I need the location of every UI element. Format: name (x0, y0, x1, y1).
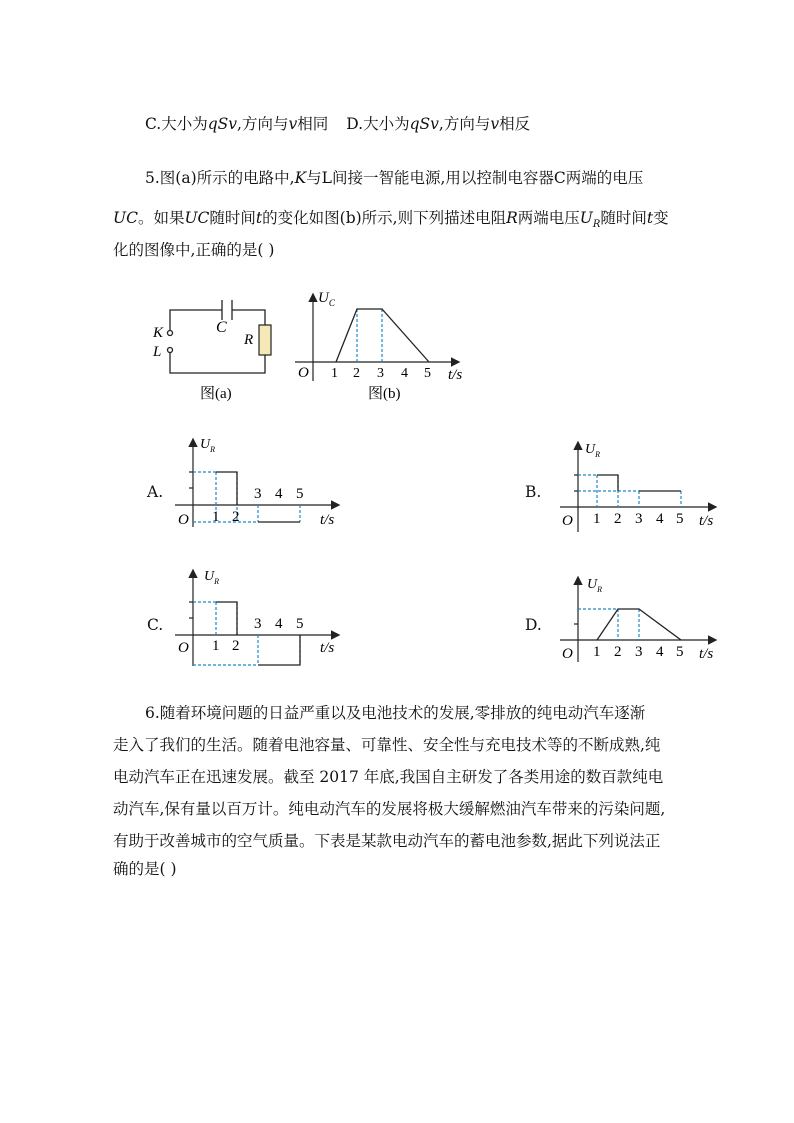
option-b-ylabel: $U_R$ (585, 442, 601, 459)
circuit-diagram (140, 285, 290, 405)
q6-line-4: 动汽车,保有量以百万计。纯电动汽车的发展将极大缓解燃油汽车带来的污染问题, (113, 800, 666, 818)
resistor (259, 325, 271, 355)
option-d-dashes (578, 609, 639, 640)
option-a-dashes (193, 472, 300, 522)
option-b-tick-1: 1 (593, 511, 601, 527)
option-c-pulse-neg (258, 635, 300, 665)
option-d-letter[interactable]: D. (525, 616, 542, 634)
option-b-tick-2: 2 (614, 511, 622, 527)
graph-b-dashes (357, 309, 382, 362)
option-a-tick-3: 3 (254, 486, 262, 502)
label-c: C (216, 319, 227, 336)
q6-line-6: 确的是( ) (113, 860, 177, 878)
terminal-l (168, 348, 173, 353)
option-c-graph (170, 566, 350, 676)
option-d-xlabel: t/s (699, 646, 714, 662)
option-b-tick-5: 5 (676, 511, 684, 527)
option-b-xlabel: t/s (699, 513, 714, 529)
graph-b-tick-1: 1 (331, 366, 338, 381)
caption-b: 图(b) (368, 386, 401, 402)
graph-b (290, 285, 480, 405)
q5-line-3: 化的图像中,正确的是( ) (113, 241, 275, 259)
option-b-tick-4: 4 (656, 511, 664, 527)
option-d-ylabel: $U_R$ (587, 577, 603, 594)
option-d-tick-1: 1 (593, 644, 601, 660)
option-c-tick-1: 1 (212, 638, 220, 654)
option-d-tick-3: 3 (635, 644, 643, 660)
option-b-letter[interactable]: B. (525, 483, 542, 501)
option-c-ylabel: $U_R$ (204, 569, 220, 586)
option-b-step-high (597, 475, 618, 491)
q5-line-1: 5.图(a)所示的电路中,K与L间接一智能电源,用以控制电容器C两端的电压 (145, 169, 644, 187)
caption-a: 图(a) (200, 386, 232, 402)
option-d-tick-2: 2 (614, 644, 622, 660)
graph-b-tick-4: 4 (401, 366, 408, 381)
graph-b-tick-3: 3 (377, 366, 384, 381)
option-b-tick-3: 3 (635, 511, 643, 527)
option-a-xlabel: t/s (320, 512, 335, 528)
option-c-dashes (193, 602, 300, 665)
option-c-origin: O (178, 640, 189, 656)
option-b-graph (555, 437, 735, 537)
graph-b-xlabel: t/s (448, 367, 463, 383)
option-c-xlabel: t/s (320, 640, 335, 656)
option-d-tick-4: 4 (656, 644, 664, 660)
option-a-tick-4: 4 (275, 486, 283, 502)
option-a-tick-5: 5 (296, 486, 304, 502)
option-a-ylabel: $U_R$ (200, 437, 216, 454)
q5-line-2: UC。如果UC随时间t的变化如图(b)所示,则下列描述电阻R两端电压$U_R$随时间t变 (113, 209, 669, 231)
label-r: R (244, 332, 254, 348)
option-d-origin: O (562, 646, 573, 662)
option-a-pulse-pos (216, 472, 237, 505)
option-a-tick-1: 1 (212, 509, 220, 525)
option-a-tick-2: 2 (232, 509, 240, 525)
wire-top-left (170, 310, 222, 331)
q6-line-2: 走入了我们的生活。随着电池容量、可靠性、安全性与充电技术等的不断成熟,纯 (113, 736, 661, 754)
q6-line-5: 有助于改善城市的空气质量。下表是某款电动汽车的蓄电池参数,据此下列说法正 (113, 832, 661, 850)
option-d-graph (555, 572, 735, 667)
wire-top-right (232, 310, 265, 325)
graph-b-tick-2: 2 (353, 366, 360, 381)
q4-options-line: C.大小为qSv,方向与v相同 D.大小为qSv,方向与v相反 (145, 115, 531, 133)
graph-b-origin: O (298, 365, 309, 381)
graph-b-ylabel: $U_C$ (318, 290, 335, 308)
option-a-letter[interactable]: A. (147, 483, 164, 501)
option-a-graph (170, 432, 350, 537)
option-c-tick-3: 3 (254, 616, 262, 632)
option-c-pulse-pos (216, 602, 237, 635)
terminal-k (168, 331, 173, 336)
q6-line-3: 电动汽车正在迅速发展。截至 2017 年底,我国自主研发了各类用途的数百款纯电 (113, 768, 664, 786)
q6-line-1: 6.随着环境问题的日益严重以及电池技术的发展,零排放的纯电动汽车逐渐 (145, 704, 646, 722)
option-c-letter[interactable]: C. (147, 616, 164, 634)
wire-bottom (170, 352, 265, 373)
label-l: L (153, 344, 162, 360)
graph-b-tick-5: 5 (424, 366, 431, 381)
option-a-origin: O (178, 512, 189, 528)
option-c-tick-5: 5 (296, 616, 304, 632)
option-c-tick-4: 4 (275, 616, 283, 632)
label-k: K (153, 325, 164, 341)
option-b-origin: O (562, 513, 573, 529)
option-d-tick-5: 5 (676, 644, 684, 660)
option-c-tick-2: 2 (232, 638, 240, 654)
